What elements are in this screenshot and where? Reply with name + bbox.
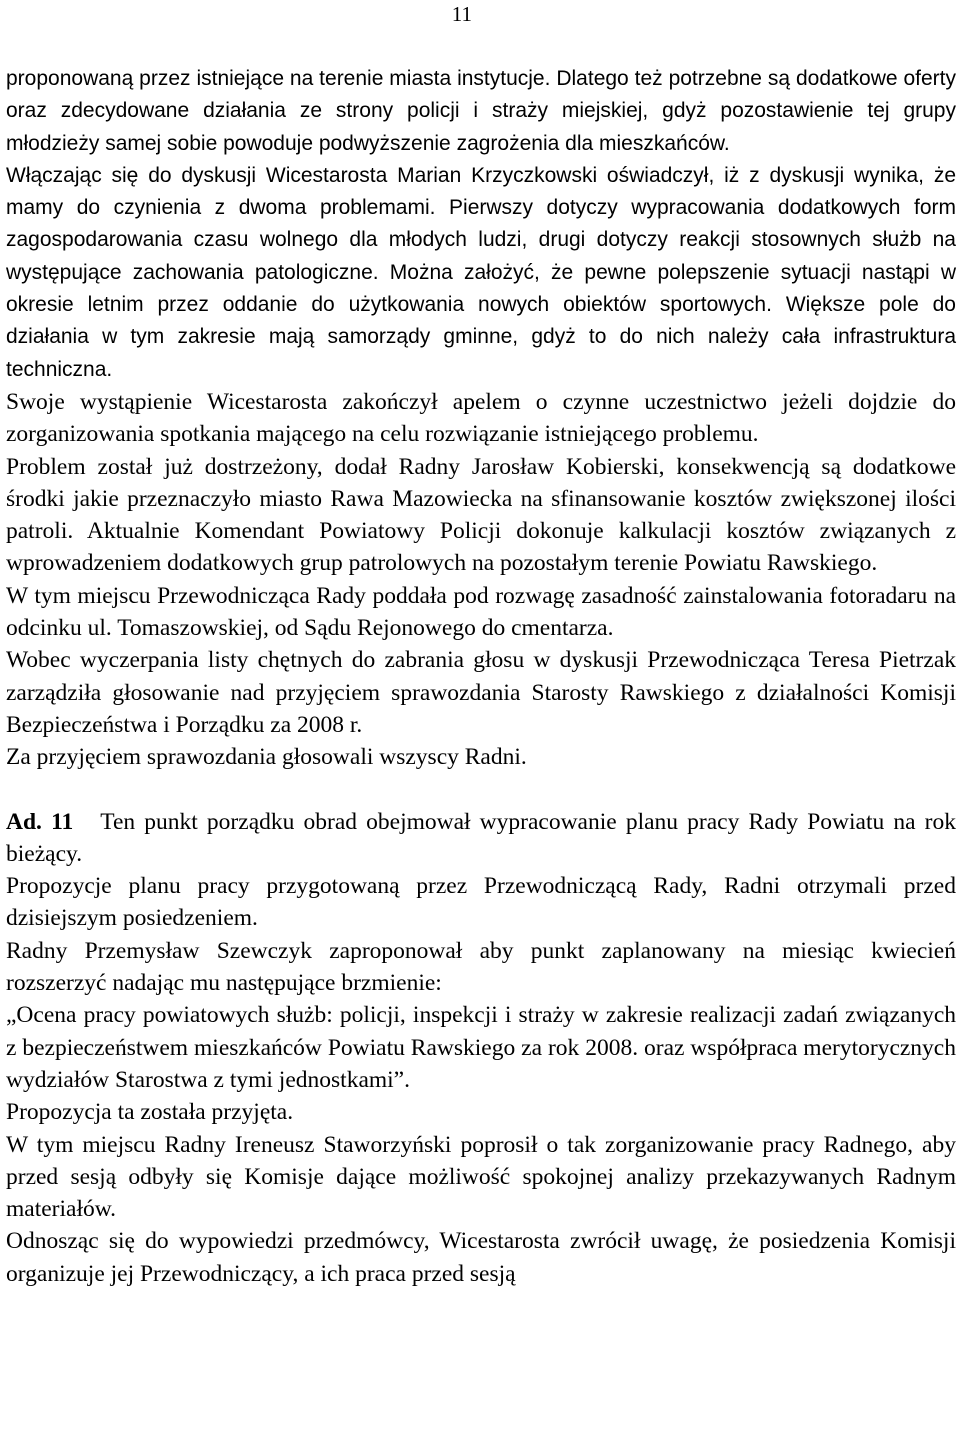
paragraph: Swoje wystąpienie Wicestarosta zakończył apelem o czynne uczestnictwo jeżeli dojdzie do zorganizowania spotkania mającego na celu rozwiązanie istniejącego problemu. (6, 388, 956, 448)
paragraph: proponowaną przez istniejące na terenie miasta instytucje. Dlatego też potrzebne są dodatkowe oferty oraz zdecydowane działania ze strony policji i straży miejskiej, gdyż pozostawienie tej grupy młodzieży samej sobie powoduje podwyższenie zagrożenia dla mieszkańców. (6, 67, 956, 155)
paragraph: W tym miejscu Radny Ireneusz Staworzyński poprosił o tak zorganizowanie pracy Radnego, aby przed sesją odbyły się Komisje dające możliwość spokojnej analizy przekazywanych Radnym materiałów. (6, 1131, 956, 1223)
agenda-item-label: Ad. (6, 808, 42, 835)
paragraph-spacer (6, 774, 956, 806)
quoted-paragraph: „Ocena pracy powiatowych służb: policji, inspekcji i straży w zakresie realizacji zadań związanych z bezpieczeństwem mieszkańców Powiatu Rawskiego za rok 2008. oraz współpraca merytorycznych wydziałów Starostwa z tymi jednostkami”. (6, 1002, 956, 1093)
page-number: 11 (451, 2, 472, 26)
paragraph: Za przyjęciem sprawozdania głosowali wszyscy Radni. (6, 744, 527, 771)
paragraph: Wobec wyczerpania listy chętnych do zabrania głosu w dyskusji Przewodnicząca Teresa Pietrzak zarządziła głosowanie nad przyjęciem sprawozdania Starosty Rawskiego z działalności Komisji Bezpieczeństwa i Porządku za 2008 r. (6, 647, 956, 738)
agenda-item-text: Ten punkt porządku obrad obejmował wypracowanie planu pracy Rady Powiatu na rok bieżący. (6, 808, 957, 867)
paragraph: W tym miejscu Przewodnicząca Rady poddała pod rozwagę zasadność zainstalowania fotoradaru na odcinku ul. Tomaszowskiej, od Sądu Rejonowego do cmentarza. (6, 582, 956, 642)
paragraph: Propozycja ta została przyjęta. (6, 1099, 294, 1126)
paragraph: Propozycje planu pracy przygotowaną przez Przewodniczącą Rady, Radni otrzymali przed dzisiejszym posiedzeniem. (6, 873, 956, 932)
document-body (6, 63, 956, 1290)
paragraph: Odnosząc się do wypowiedzi przedmówcy, Wicestarosta zwrócił uwagę, że posiedzenia Komisji organizuje jej Przewodniczący, a ich praca przed sesją (6, 1228, 956, 1287)
paragraph: Problem został już dostrzeżony, dodał Radny Jarosław Kobierski, konsekwencją są dodatkowe środki jakie przeznaczyło miasto Rawa Mazowiecka na sfinansowanie kosztów zwiększonej ilości patroli. Aktualnie Komendant Powiatowy Policji dokonuje kalkulacji kosztów związanych z wprowadzeniem dodatkowych grup patrolowych na pozostałym terenie Powiatu Rawskiego. (6, 453, 956, 577)
paragraph: Radny Przemysław Szewczyk zaproponował aby punkt zaplanowany na miesiąc kwiecień rozszerzyć nadając mu następujące brzmienie: (6, 937, 956, 997)
paragraph: Włączając się do dyskusji Wicestarosta Marian Krzyczkowski oświadczył, iż z dyskusji wynika, że mamy do czynienia z dwoma problemami. Pierwszy dotyczy wypracowania dodatkowych form zagospodarowania czasu wolnego dla młodych ludzi, drugi dotyczy reakcji stosownych służb na występujące zachowania patologiczne. Można założyć, że pewne polepszenie sytuacji nastąpi w okresie letnim przez oddanie do użytkowania nowych obiektów sportowych. Większe pole do działania w tym zakresie mają samorządy gminne, gdyż to do nich należy cała infrastruktura techniczna. (6, 163, 956, 381)
agenda-item-number: 11 (51, 808, 74, 835)
agenda-item-paragraph (6, 806, 956, 871)
